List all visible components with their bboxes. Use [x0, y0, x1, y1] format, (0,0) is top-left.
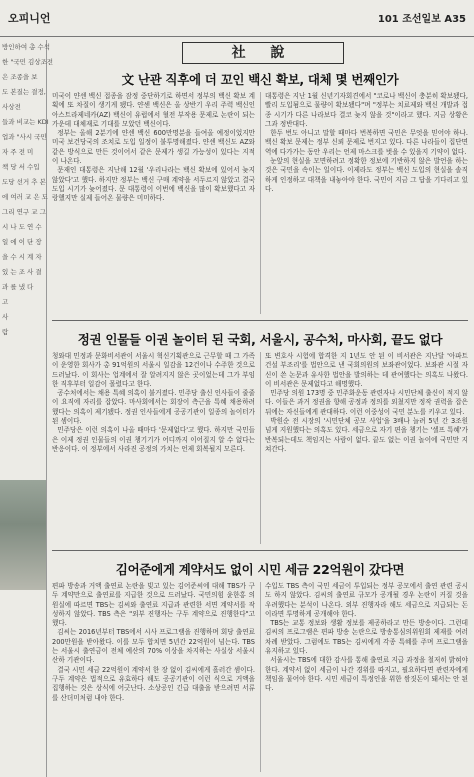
paragraph: 또 변호사 시험에 합격한 지 1년도 안 된 이 비서관은 지난달 '아파트 건설 부조리'를 법안으로 낸 국회의원의 보좌관이었다. 보좌관 시절 자신이 쓴 논문과 유사한 법안을 발의하는 데 관여했다는 의혹도 나왔다. 이 비서관은 문제없다고 해명했다.	[265, 352, 468, 388]
adjacent-column-line: 람	[2, 328, 9, 336]
paragraph: 눈앞의 현실을 모면하려고 정확한 정보에 기반하지 않은 발언을 하는 것은 국민을 속이는 일이다. 이제라도 정부는 백신 도입의 현실을 솔직하게 인정하고 대책을 내놓아야 한다. 국민이 지금 그 답을 기다리고 있다.	[265, 157, 468, 193]
article-3-col-1	[52, 582, 255, 772]
article-2-col-1	[52, 352, 255, 544]
adjacent-column-line: 자 주 전 미	[2, 148, 34, 156]
adjacent-column-line: 시 나 도 연 수	[2, 223, 42, 231]
paragraph: 한두 번도 아니고 말할 때마다 번복하면 국민은 무엇을 믿어야 하나. 백신 확보 문제는 정부 신뢰 문제로 번지고 있다. 다른 나라들이 집단면역에 다가가는 동안 우리는 언제 마스크를 벗을 수 있을지 기약이 없다.	[265, 129, 468, 156]
column-divider	[260, 352, 261, 544]
adjacent-column-line: 과 를 냈 다	[2, 283, 34, 291]
article-2-col-2	[265, 352, 468, 544]
adjacent-column-line: 고	[2, 298, 9, 306]
section-name: 오피니언	[8, 12, 51, 25]
paragraph: 민주당 의원 173명 중 민주화운동 관련자나 시민단체 출신이 적지 않다. 이들은 과거 정권을 향해 공정과 정의를 외쳤지만 정작 권력을 잡은 뒤에는 자신들에게 관대하다. 이런 이중성이 국민 분노를 키우고 있다.	[265, 389, 468, 416]
article-divider	[52, 550, 468, 551]
article-1-headline: 文 난관 직후에 더 꼬인 백신 확보, 대체 몇 번째인가	[121, 72, 399, 87]
paragraph: 대통령은 지난 1월 신년기자회견에서 "코로나 백신이 충분히 확보됐다, 빨리 도입됨으로 물량이 확보됐다"며 "정부는 치료제와 백신 개발과 접종 시기가 다른 나라보다 결코 늦지 않을 것"이라고 했다. 지금 상황은 그과 정반대다.	[265, 92, 468, 128]
adjacent-column-line: 있 는 조 사 결	[2, 268, 42, 276]
article-divider	[52, 320, 468, 321]
paragraph: 정부는 올해 2분기에 얀센 백신 600만명분을 들여올 예정이었지만 미국 보건당국의 조치로 도입 일정이 불투명해졌다. 얀센 백신도 AZ와 같은 방식으로 만든 것이어서 같은 문제가 생길 가능성이 있다는 지적이 나온다.	[52, 129, 255, 166]
article-1-col-2	[265, 92, 468, 314]
paragraph: 문재인 대통령은 지난해 12월 '우리나라는 백신 확보에 있어서 늦지 않았다'고 했다. 하지만 정부는 백신 구매 계약을 서두르지 않았고 결국 도입 시기가 늦어졌다. 문 대통령이 이번에 백신을 많이 확보했다고 자랑했지만 실제 들어온 물량은 미미하다.	[52, 166, 255, 203]
adjacent-column-line: 에 여러 교 은 도	[2, 193, 48, 201]
paragraph: 공수처에서는 채용 특혜 의혹이 불거졌다. 민주당 출신 인사들이 줄줄이 요직에 자리를 잡았다. 마사회에서는 회장이 측근을 특혜 채용하려 했다는 의혹이 제기됐다. 정권 인사들에게 공공기관이 일종의 놀이터가 된 셈이다.	[52, 389, 255, 426]
column-divider	[260, 582, 261, 772]
adjacent-column-line: 그리 연구 교 그	[2, 208, 46, 216]
adjacent-column-line: 한 "국민 김상조전	[2, 58, 54, 66]
adjacent-column-line: 방인하여 총 수석	[2, 43, 51, 51]
adjacent-column-line: 은 조종을 보	[2, 73, 38, 81]
adjacent-column-line: 사	[2, 313, 9, 321]
adjacent-column-line: 업과 "사시 국민	[2, 133, 47, 141]
paragraph: 서울시는 TBS에 대한 감사를 통해 출연료 지급 과정을 철저히 밝혀야 한다. 계약서 없이 세금이 나간 경위를 따지고, 필요하다면 관련자에게 책임을 물어야 한다. 시민 세금이 특정인을 위한 쌈짓돈이 돼서는 안 된다.	[265, 656, 468, 693]
adjacent-column-line: 도당 선거 추 본	[2, 178, 46, 186]
article-3-col-2	[265, 582, 468, 772]
adjacent-column-line: 들과 비교는 KDI	[2, 118, 49, 126]
paragraph: TBS는 교통 정보와 생활 정보를 제공하라고 만든 방송이다. 그런데 김씨의 프로그램은 편파 방송 논란으로 방송통심의위원회 제재를 여러 차례 받았다. 그럼에도 TBS는 김씨에게 각종 특혜를 주며 프로그램을 유지하고 있다.	[265, 619, 468, 656]
page-header	[0, 0, 474, 37]
paragraph: 청와대 민정과 문화비서관이 서울시 혁신기획관으로 근무할 때 그 가족이 운영한 회사가 총 91억원의 서울시 일감을 12건이나 수주한 것으로 드러났다. 이 회사는 업계에서 잘 알려지지 않은 곳이었는데 그가 부임한 직후부터 일감이 몰렸다고 한다.	[52, 352, 255, 388]
paragraph: 미국이 얀센 백신 접종을 잠정 중단하기로 하면서 정부의 백신 확보 계획에 또 차질이 생기게 됐다. 얀센 백신은 올 상반기 우리 주력 백신인 아스트라제네카(AZ) 백신이 유럽에서 혈전 부작용 문제로 논란이 되는 가운데 대체재로 기대를 모았던 백신이다.	[52, 92, 255, 128]
adjacent-column-line: 책 당 서 수입	[2, 163, 40, 171]
article-1-col-1	[52, 92, 255, 314]
page-info: 101 조선일보 A35	[377, 14, 466, 25]
adjacent-column-line: 사상전	[2, 103, 21, 111]
paragraph: 박원순 전 시장의 '시민단체 공모 사업'을 3배나 늘려 5년 간 3조원 넘게 지원했다는 의혹도 있다. 세금으로 자기 편을 챙기는 '셀프 특혜'가 반복되는데도 책임지는 사람이 없다. 끝도 없는 이권 놀이에 국민만 지쳐간다.	[265, 417, 468, 453]
adjacent-column-line: 을 수 시 계 자	[2, 253, 42, 261]
editorial-section	[52, 40, 468, 777]
partial-photo	[0, 480, 46, 590]
adjacent-column-strip	[0, 40, 54, 777]
paragraph: 결국 시민 세금 22억원이 계약서 한 장 없이 김씨에게 흘러간 셈이다. 구두 계약은 법적으로 유효하다 해도 공공기관이 이런 식으로 거액을 집행하는 것은 상식에 어긋난다. 소상공인 긴급 대출을 받으려면 서류를 산더미처럼 내야 한다.	[52, 665, 255, 702]
column-divider	[260, 92, 261, 314]
paragraph: 편파 방송과 거액 출연료 논란을 빚고 있는 김어준씨에 대해 TBS가 구두 계약만으로 출연료를 지급한 것으로 드러났다. 국민의힘 윤한홍 의원실에 따르면 TBS는 김씨와 출연료 지급과 관련한 서면 계약서를 작성하지 않았다. TBS 측은 "외부 진행자는 구두 계약으로 진행한다"고 했다.	[52, 582, 255, 628]
paragraph: 김씨는 2016년부터 TBS에서 시사 프로그램을 진행하며 회당 출연료 200만원을 받아왔다. 이를 모두 합치면 5년간 22억원이 넘는다. TBS는 서울시 출연금이 전체 예산의 70% 이상을 차지하는 사실상 서울시 산하 기관이다.	[52, 628, 255, 665]
article-3-headline: 김어준에게 계약서도 없이 시민 세금 22억원이 갔다면	[115, 562, 405, 577]
adjacent-column-line: 일 에 이 단 장	[2, 238, 42, 246]
adjacent-column-line: 도 본질는 결정,	[2, 88, 46, 96]
article-2-headline: 정권 인물들 이권 놀이터 된 국회, 서울시, 공수처, 마사회, 끝도 없다	[77, 332, 443, 347]
editorial-banner: 社 說	[182, 42, 344, 64]
paragraph: 민주당은 이런 의혹이 나올 때마다 '문제없다'고 했다. 하지만 국민들은 이제 정권 인물들의 이권 챙기기가 어디까지 이어질지 알 수 없다는 반응이다. 이 정부에서 사라진 공정의 가치는 언제 회복될지 모른다.	[52, 426, 255, 453]
paragraph: 수입도 TBS 측이 국민 세금이 투입되는 정부 공모에서 출연 관련 공시도 하지 않았다. 김씨의 출연료 규모가 공개될 경우 논란이 커질 것을 우려했다는 분석이 나온다. 외부 진행자라 해도 세금으로 지급되는 돈이라면 투명하게 공개해야 한다.	[265, 582, 468, 618]
